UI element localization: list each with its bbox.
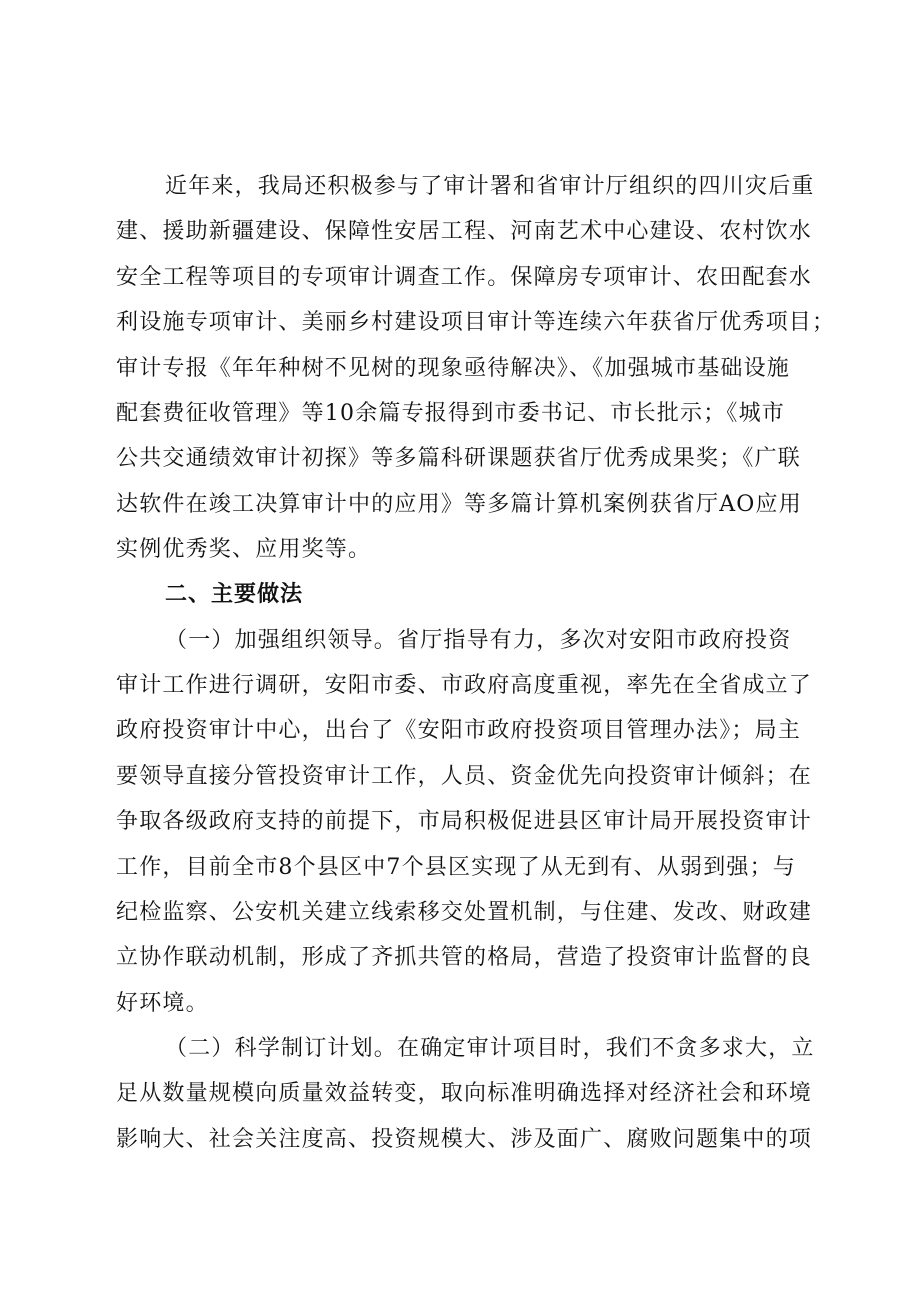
paragraph-line: 安全工程等项目的专项审计调查工作。保障房专项审计、农田配套水 <box>116 265 813 290</box>
paragraph-line: 公共交通绩效审计初探》等多篇科研课题获省厅优秀成果奖；《广联 <box>116 446 802 471</box>
paragraph-line: 好环境。 <box>116 991 209 1016</box>
paragraph-line: 政府投资审计中心，出台了《安阳市政府投资项目管理办法》；局主 <box>116 718 802 743</box>
paragraph-line: 审计工作进行调研，安阳市委、市政府高度重视，率先在全省成立了 <box>116 673 813 698</box>
paragraph-line: 配套费征收管理》等10余篇专报得到市委书记、市长批示；《城市 <box>116 401 785 426</box>
paragraph-line: 工作，目前全市8个县区中7个县区实现了从无到有、从弱到强；与 <box>116 855 796 880</box>
paragraph-line: （一）加强组织领导。省厅指导有力，多次对安阳市政府投资 <box>165 628 792 653</box>
section-heading: 二、主要做法 <box>165 582 304 607</box>
paragraph-line: 审计专报《年年种树不见树的现象亟待解决》、《加强城市基础设施 <box>116 356 791 381</box>
paragraph-line: 立协作联动机制，形成了齐抓共管的格局，营造了投资审计监督的良 <box>116 945 813 970</box>
paragraph-line: 纪检监察、公安机关建立线索移交处置机制，与住建、发改、财政建 <box>116 900 813 925</box>
paragraph-line: 利设施专项审计、美丽乡村建设项目审计等连续六年获省厅优秀项目； <box>116 310 836 335</box>
paragraph-line: 达软件在竣工决算审计中的应用》等多篇计算机案例获省厅AO应用 <box>116 492 802 517</box>
paragraph-line: 影响大、社会关注度高、投资规模大、涉及面广、腐败问题集中的项 <box>116 1127 813 1152</box>
paragraph-line: 争取各级政府支持的前提下，市局积极促进县区审计局开展投资审计 <box>116 809 813 834</box>
paragraph-line: 近年来，我局还积极参与了审计署和省审计厅组织的四川灾后重 <box>165 174 815 199</box>
paragraph-line: （二）科学制订计划。在确定审计项目时，我们不贪多求大，立 <box>165 1036 815 1061</box>
paragraph-line: 实例优秀奖、应用奖等。 <box>116 537 372 562</box>
paragraph-line: 足从数量规模向质量效益转变，取向标准明确选择对经济社会和环境 <box>116 1081 813 1106</box>
paragraph-line: 建、援助新疆建设、保障性安居工程、河南艺术中心建设、农村饮水 <box>116 219 813 244</box>
paragraph-line: 要领导直接分管投资审计工作，人员、资金优先向投资审计倾斜；在 <box>116 764 813 789</box>
